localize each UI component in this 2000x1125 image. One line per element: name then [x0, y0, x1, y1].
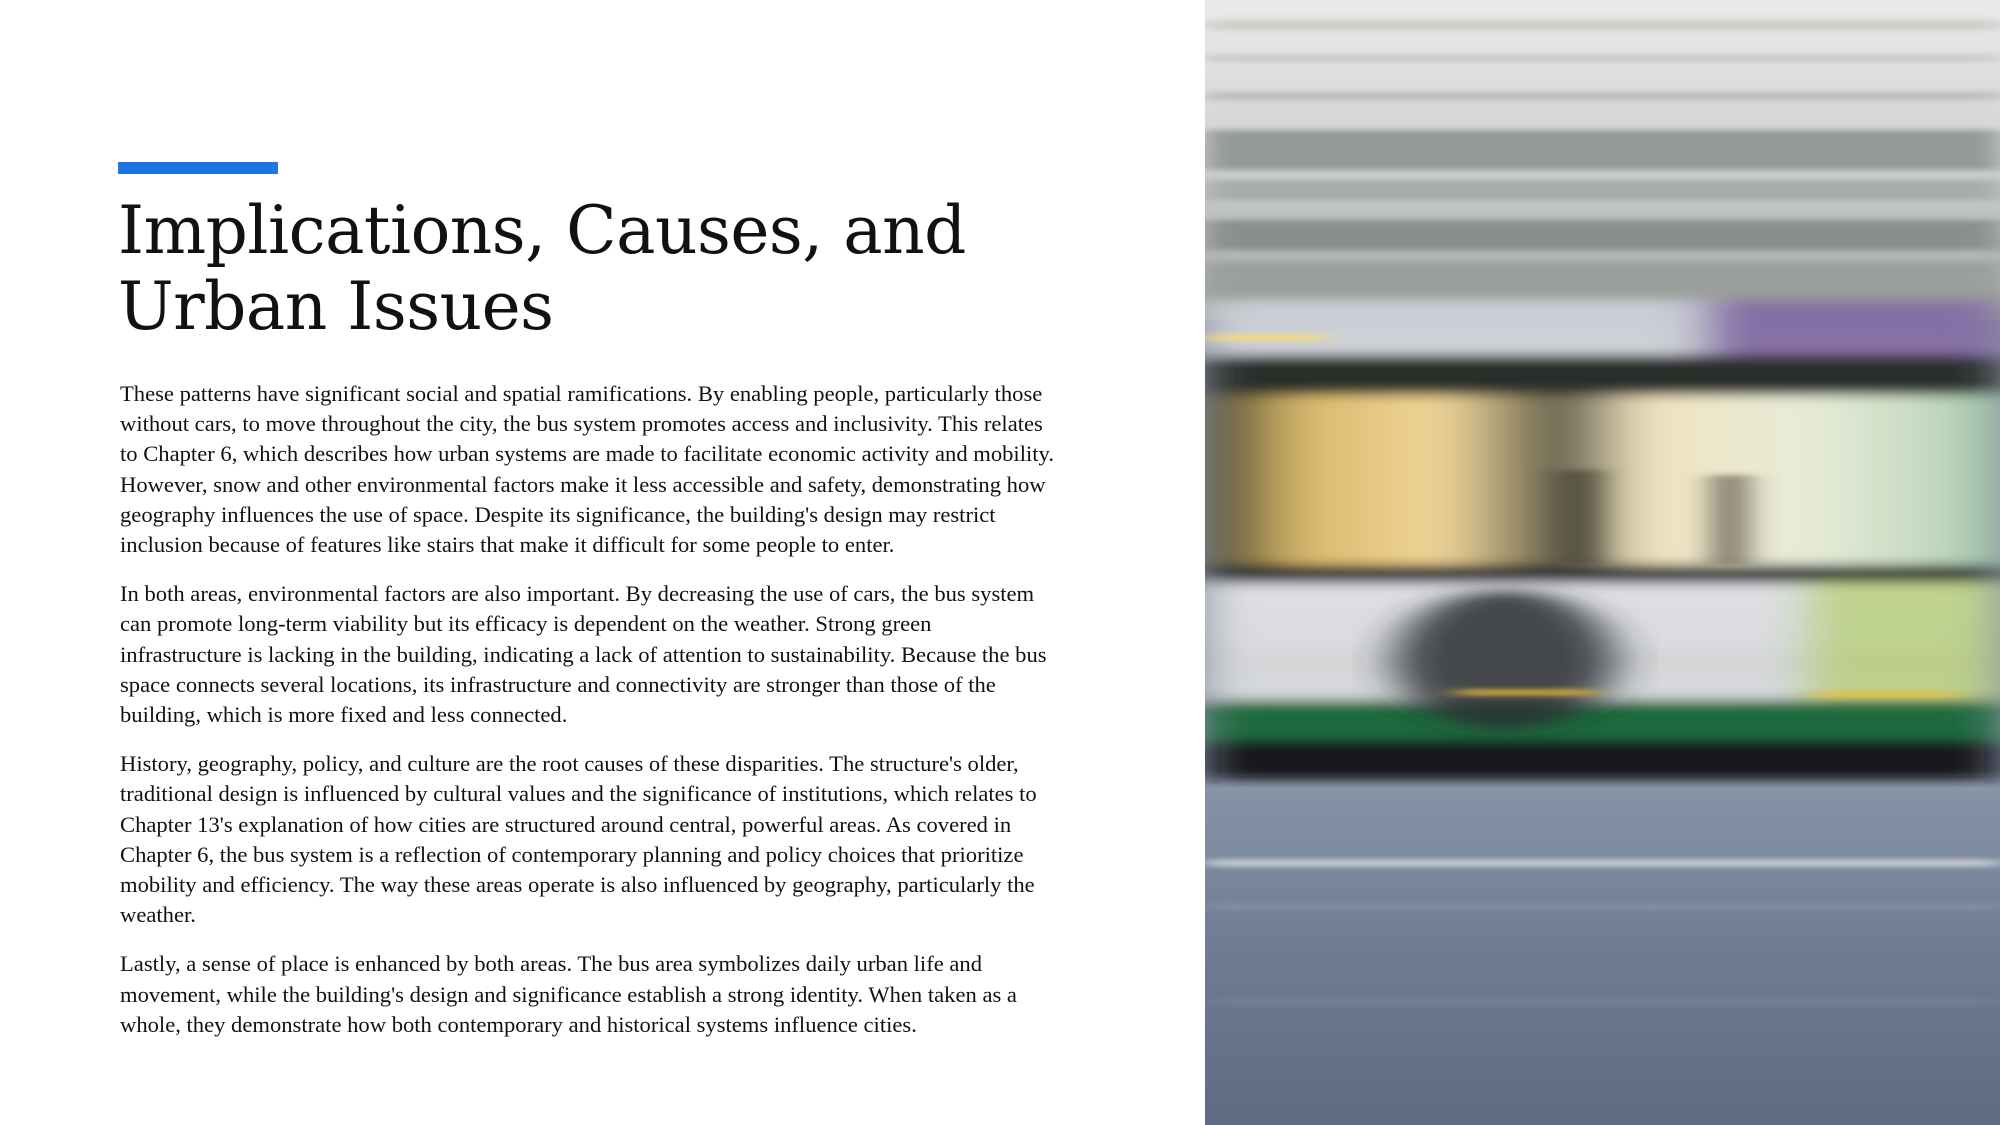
body-paragraph-4: Lastly, a sense of place is enhanced by both areas. The bus area symbolizes daily urban life and movement, while the building's design and significance establish a strong identity. When taken as a whole, they demonstrate how both contemporary and historical systems influence cities.: [120, 951, 1017, 1037]
bus-photo-illustration: [1205, 0, 2000, 1125]
body-paragraph-2: In both areas, environmental factors are also important. By decreasing the use of cars, the bus system can promote long-term viability but its efficacy is dependent on the weather. Strong green infrastructure is lacking in the building, indicating a lack of attention to sustainability. Because the bus space connects several locations, its infrastructure and connectivity are stronger than those of the building, which is more fixed and less connected.: [120, 581, 1047, 728]
body-paragraph-3: History, geography, policy, and culture are the root causes of these disparities. The structure's older, traditional design is influenced by cultural values and the significance of institutions, which relates to Chapter 13's explanation of how cities are structured around central, powerful areas. As covered in Chapter 6, the bus system is a reflection of contemporary planning and policy choices that prioritize mobility and efficiency. The way these areas operate is also influenced by geography, particularly the weather.: [120, 751, 1037, 928]
title-accent-bar: [118, 162, 278, 174]
slide-title: Implications, Causes, and Urban Issues: [118, 192, 966, 345]
motion-blurred-bus-photo: [1205, 0, 2000, 1125]
body-paragraph-1: These patterns have significant social and spatial ramifications. By enabling people, particularly those without cars, to move throughout the city, the bus system promotes access and inclusivity. This relates to Chapter 6, which describes how urban systems are made to facilitate economic activity and mobility. However, snow and other environmental factors make it less accessible and safety, demonstrating how geography influences the use of space. Despite its significance, the building's design may restrict inclusion because of features like stairs that make it difficult for some people to enter.: [120, 381, 1055, 558]
slide-body: [120, 379, 1058, 1059]
